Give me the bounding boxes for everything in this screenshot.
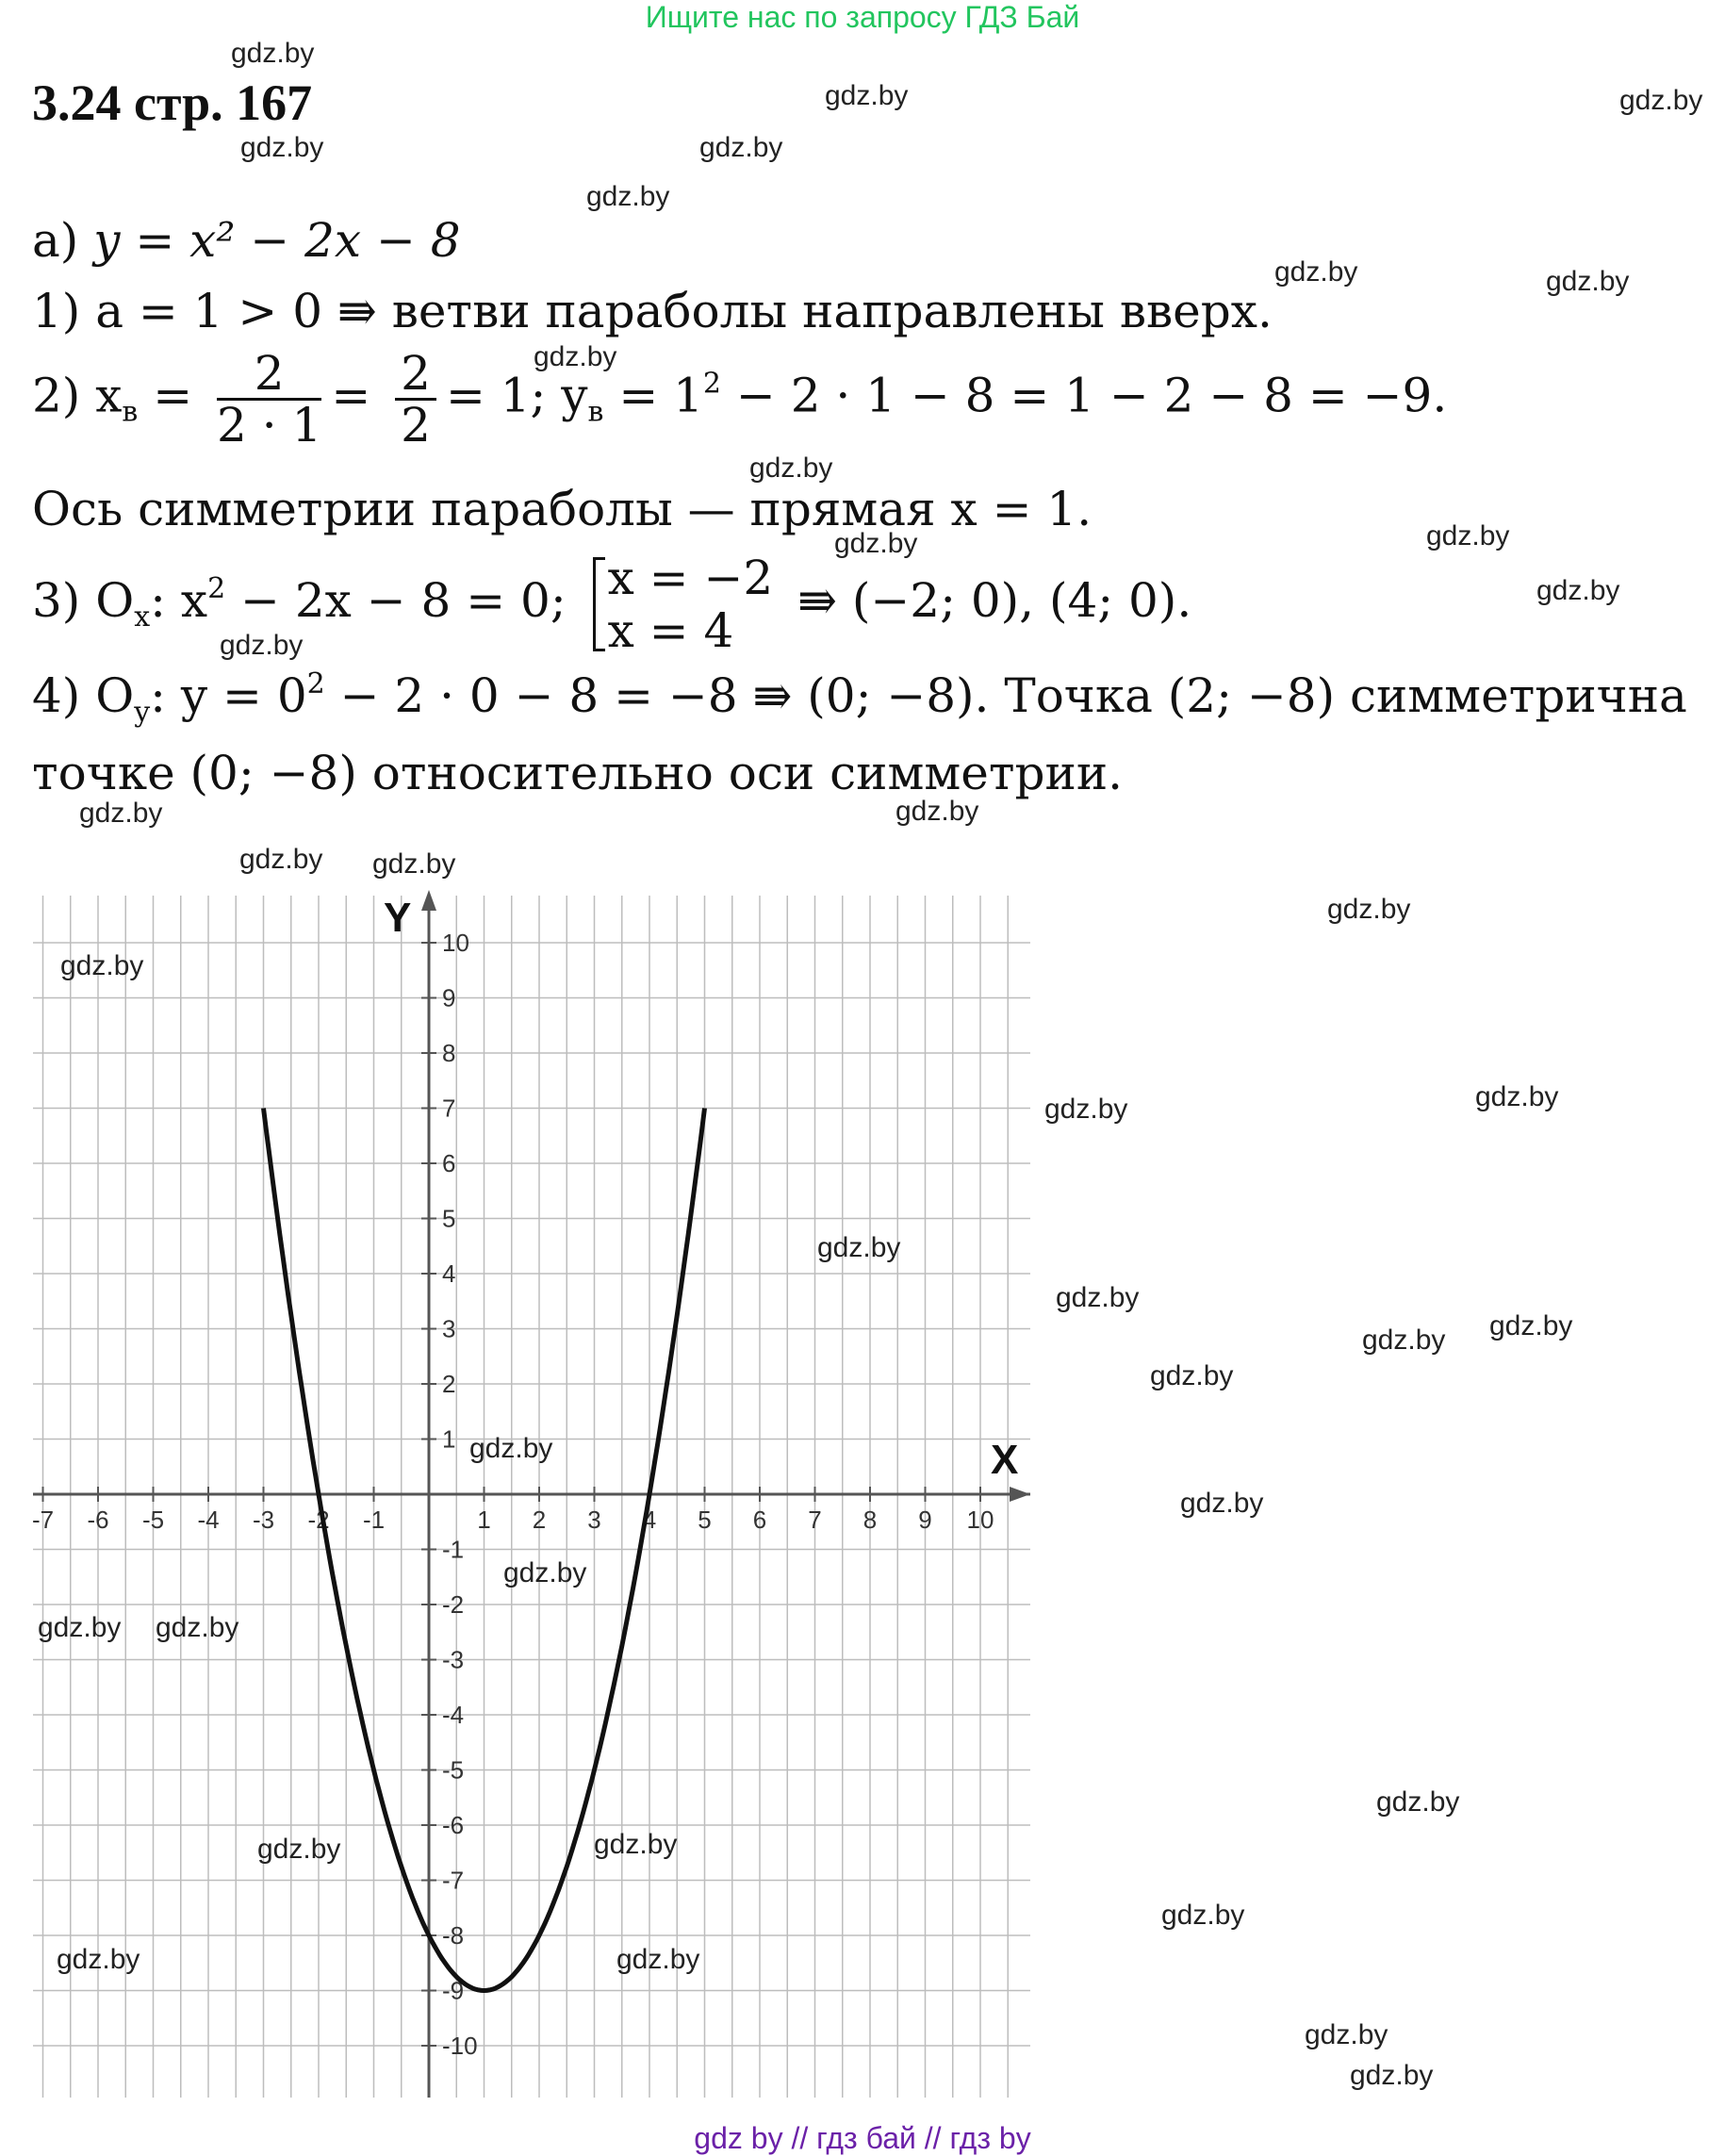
step-1: 1) a = 1 > 0 ⇛ ветви параболы направлены вверх.	[32, 284, 1273, 338]
root-2: x = 4	[607, 603, 734, 658]
watermark: gdz.by	[1362, 1325, 1446, 1356]
step-3-sub: x	[134, 601, 151, 634]
step-2-rest-b: = 1	[603, 368, 703, 423]
watermark: gdz.by	[1536, 575, 1620, 606]
step-2: 2) $x_в$ = $\frac{2}{2 \cdot 1}$ = $\frac{2}{2}$ = 1; $y_в = 1^2 - 2 \cdot 1 - 8 = 1 - 2 - 8 = -9$.	[32, 346, 1448, 453]
step-2-prefix: 2) x	[32, 368, 123, 423]
watermark: gdz.by	[1180, 1488, 1264, 1519]
step-2-rest-a: = 1; y	[445, 368, 588, 423]
watermark: gdz.by	[1150, 1360, 1234, 1391]
x-tick-label: -5	[141, 1506, 165, 1534]
watermark: gdz.by	[1426, 520, 1510, 551]
x-tick-label: 7	[808, 1506, 822, 1534]
x-tick-label: 6	[752, 1506, 767, 1534]
watermark: gdz.by	[1619, 85, 1703, 116]
watermark: gdz.by	[57, 1944, 140, 1975]
watermark: gdz.by	[699, 132, 783, 163]
watermark: gdz.by	[1056, 1282, 1140, 1313]
y-tick-label: 9	[442, 983, 456, 1012]
watermark: gdz.by	[817, 1232, 901, 1263]
watermark: gdz.by	[231, 38, 315, 69]
watermark: gdz.by	[469, 1433, 553, 1464]
step-2-rest-sub: в	[587, 395, 604, 429]
watermark: gdz.by	[1274, 256, 1358, 288]
watermark: gdz.by	[825, 80, 909, 111]
y-tick-label: 1	[442, 1424, 456, 1454]
step-3-eq-a: : x	[150, 573, 208, 628]
x-tick-label: 9	[918, 1506, 932, 1534]
step-4-line-2: точке (0; −8) относительно оси симметрии.	[32, 746, 1124, 800]
y-tick-label: 3	[442, 1314, 456, 1343]
axis-of-symmetry: Ось симметрии параболы — прямая x = 1.	[32, 482, 1092, 536]
watermark: gdz.by	[1161, 1900, 1245, 1931]
watermark: gdz.by	[240, 132, 324, 163]
step-4-sub: y	[134, 696, 151, 729]
x-tick-label: 3	[587, 1506, 601, 1534]
x-tick-label: 1	[477, 1506, 491, 1534]
step-4-eq-a: : y = 0	[150, 668, 307, 723]
y-tick-label: 6	[442, 1149, 456, 1177]
x-tick-label: -3	[252, 1506, 275, 1534]
step-2-sub: в	[122, 395, 139, 429]
step-3-result: ⇛ (−2; 0), (4; 0).	[797, 573, 1192, 628]
watermark: gdz.by	[1350, 2060, 1434, 2091]
step-2-eq: =	[138, 368, 193, 423]
watermark: gdz.by	[60, 950, 144, 981]
watermark: gdz.by	[1489, 1310, 1573, 1341]
watermark: gdz.by	[1376, 1786, 1460, 1818]
y-axis-label: Y	[384, 895, 412, 941]
watermark: gdz.by	[257, 1834, 341, 1865]
watermark: gdz.by	[1305, 2019, 1388, 2050]
x-tick-label: -2	[307, 1506, 330, 1534]
watermark: gdz.by	[594, 1829, 678, 1860]
fraction-2-numerator: 2	[395, 349, 436, 401]
watermark: gdz.by	[895, 796, 979, 827]
x-axis-label: X	[991, 1437, 1019, 1483]
watermark: gdz.by	[220, 630, 304, 661]
x-tick-label: -4	[197, 1506, 220, 1534]
y-axis-arrow	[421, 890, 436, 911]
y-tick-label: 4	[442, 1259, 456, 1288]
step-3-eq-b: − 2x − 8 = 0;	[225, 573, 567, 628]
x-axis-arrow	[1010, 1487, 1030, 1502]
y-tick-label: 7	[442, 1094, 456, 1123]
step-2-rest-sup: 2	[702, 367, 722, 401]
y-tick-label: -4	[442, 1701, 465, 1729]
x-tick-label: 2	[532, 1506, 547, 1534]
fraction-1-numerator: 2	[217, 349, 321, 401]
watermark: gdz.by	[1475, 1081, 1559, 1112]
step-4-prefix: 4) O	[32, 668, 135, 723]
x-tick-label: -1	[362, 1506, 386, 1534]
y-tick-label: -2	[442, 1590, 465, 1619]
y-tick-label: -6	[442, 1811, 465, 1839]
step-3-eq-sup: 2	[207, 572, 226, 605]
x-tick-label: 8	[862, 1506, 878, 1534]
search-banner[interactable]: Ищите нас по запросу ГДЗ Бай	[645, 0, 1080, 34]
x-tick-label: 4	[642, 1506, 657, 1534]
watermark: gdz.by	[749, 453, 833, 484]
y-tick-label: -1	[442, 1535, 465, 1564]
page-title: 3.24 стр. 167	[32, 74, 313, 131]
watermark: gdz.by	[586, 181, 670, 212]
watermark: gdz.by	[503, 1557, 587, 1588]
watermark: gdz.by	[239, 844, 323, 875]
x-tick-label: -7	[31, 1506, 55, 1534]
step-4-eq-sup: 2	[306, 667, 325, 700]
step-3-prefix: 3) O	[32, 573, 135, 628]
watermark: gdz.by	[834, 528, 918, 559]
y-tick-label: -9	[442, 1976, 465, 2005]
root-1: x = −2	[607, 551, 774, 605]
fraction-2-denominator: 2	[401, 398, 431, 453]
watermark: gdz.by	[616, 1944, 700, 1975]
x-tick-label: -6	[87, 1506, 109, 1534]
y-tick-label: 2	[442, 1370, 456, 1398]
y-tick-label: -7	[442, 1866, 465, 1895]
y-tick-label: -5	[442, 1755, 465, 1785]
footer-links[interactable]: gdz by // гдз бай // гдз by	[694, 2121, 1031, 2155]
y-tick-label: -10	[442, 2032, 478, 2060]
watermark: gdz.by	[1044, 1094, 1128, 1125]
x-tick-label: 5	[698, 1506, 712, 1534]
watermark: gdz.by	[38, 1612, 122, 1643]
fraction-1-denominator: 2 · 1	[217, 398, 322, 453]
step-4-eq-b: − 2 · 0 − 8 = −8 ⇛ (0; −8). Точка (2; −8) симметрична	[324, 668, 1687, 723]
watermark: gdz.by	[372, 848, 456, 880]
watermark: gdz.by	[1546, 266, 1630, 297]
y-tick-label: -3	[442, 1645, 465, 1674]
watermark: gdz.by	[156, 1612, 239, 1643]
y-tick-label: -8	[442, 1921, 465, 1950]
step-2-rest-c: − 2 · 1 − 8 = 1 − 2 − 8 = −9.	[721, 368, 1448, 423]
watermark: gdz.by	[534, 341, 617, 372]
y-tick-label: 5	[442, 1204, 456, 1233]
part-a-label: а)	[32, 213, 79, 268]
watermark: gdz.by	[79, 798, 163, 829]
x-tick-label: 10	[966, 1506, 994, 1534]
y-tick-label: 8	[442, 1039, 456, 1067]
watermark: gdz.by	[1327, 894, 1411, 925]
part-a-equation: y = x² − 2x − 8	[93, 213, 461, 268]
y-tick-label: 10	[442, 929, 469, 957]
